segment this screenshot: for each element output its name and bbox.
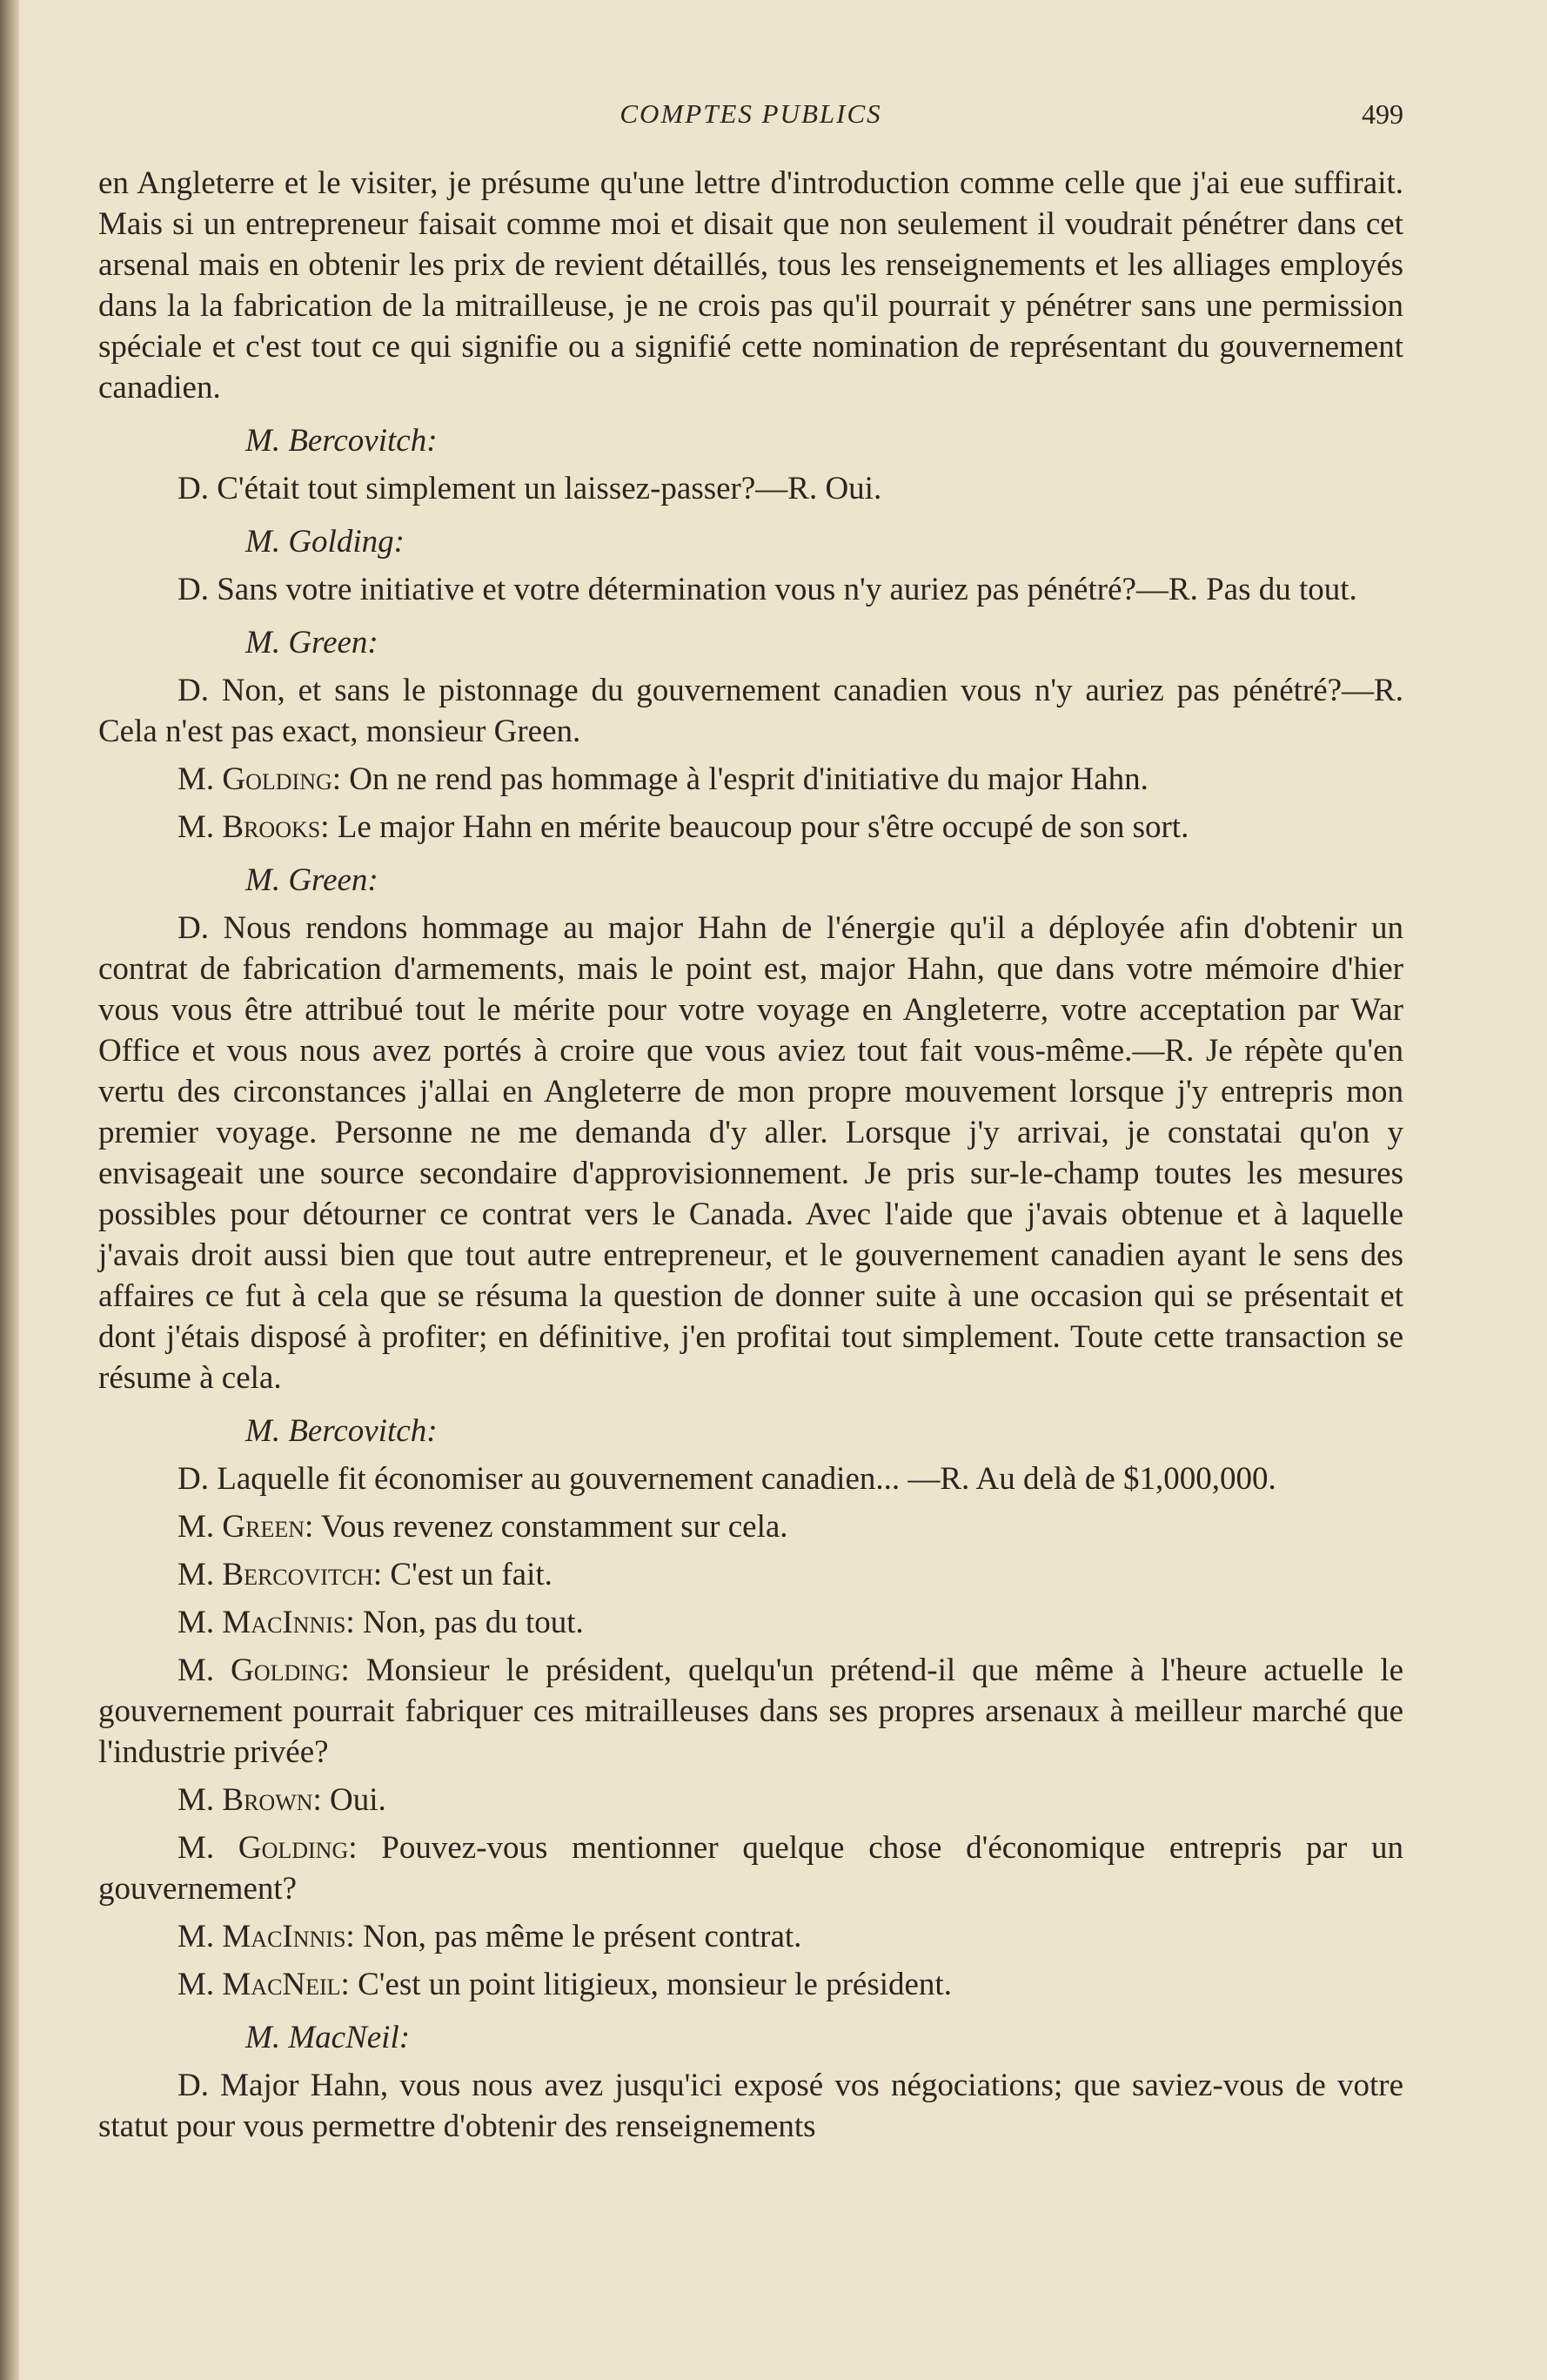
paragraph	[98, 759, 1403, 800]
speech-text: C'est un point litigieux, monsieur le président.	[358, 1967, 952, 2002]
paragraph: en Angleterre et le visiter, je présume qu'une lettre d'introduction comme celle que j'ai eue suffirait. Mais si un entrepreneur faisait comme moi et disait que non seulement il voudrait pénétrer dans cet arsenal mais en obtenir les prix de revient détaillés, tous les renseignements et les alliages employés dans la la fabrication de la mitrailleuse, je ne crois pas qu'il pourrait y pénétrer sans une permission spéciale et c'est tout ce qui signifie ou a signifié cette nomination de représentant du gouvernement canadien.	[98, 165, 1403, 406]
paragraph: D. Nous rendons hommage au major Hahn de l'énergie qu'il a déployée afin d'obtenir un contrat de fabrication d'armements, mais le point est, major Hahn, que dans votre mémoire d'hier vous vous être attribué tout le mérite pour votre voyage en Angleterre, votre acceptation par War Office et vous nous avez portés à croire que vous aviez tout fait vous-même.—R. Je répète qu'en vertu des circonstances j'allai en Angleterre de mon propre mouvement lorsque j'y entrepris mon premier voyage. Personne ne me demanda d'y aller. Lorsque j'y arrivai, je constatai qu'on y envisageait une source secondaire d'approvisionnement. Je pris sur-le-champ toutes les mesures possibles pour détourner ce contrat vers le Canada. Avec l'aide que j'avais obtenue et à laquelle j'avais droit aussi bien que tout autre entrepreneur, et le gouvernement canadien ayant le sens des affaires ce fut à cela que se résuma la question de donner suite à une occasion qui se présentait et dont j'étais disposé à profiter; en définitive, j'en profitai tout simplement. Toute cette transaction se résume à cela.	[98, 910, 1403, 1396]
paragraph	[98, 807, 1403, 848]
speaker-name: M. MacNeil:	[177, 1967, 350, 2002]
speech-text: Vous revenez constamment sur cela.	[320, 1509, 788, 1545]
speech-text: Non, pas même le présent contrat.	[362, 1919, 802, 1954]
paragraph	[98, 1506, 1403, 1547]
paragraph	[98, 1916, 1403, 1957]
speech-text: Oui.	[330, 1782, 386, 1818]
paragraph	[98, 1827, 1403, 1909]
speaker-name: M. Brooks:	[177, 809, 330, 845]
speaker-heading: M. Golding:	[245, 524, 405, 560]
paragraph	[98, 1602, 1403, 1643]
paragraph: D. Major Hahn, vous nous avez jusqu'ici exposé vos négociations; que saviez-vous de votre statut pour vous permettre d'obtenir des renseignements	[98, 2068, 1403, 2144]
speaker-name: M. Golding:	[177, 761, 342, 797]
paragraph: D. Non, et sans le pistonnage du gouvernement canadien vous n'y auriez pas pénétré?—R. Cela n'est pas exact, monsieur Green.	[98, 673, 1403, 749]
paragraph: D. Laquelle fit économiser au gouvernement canadien... —R. Au delà de $1,000,000.	[177, 1461, 1276, 1497]
page-number: 499	[1362, 98, 1403, 130]
running-title: COMPTES PUBLICS	[619, 98, 882, 129]
speaker-heading: M. Bercovitch:	[245, 423, 438, 459]
speech-text: Monsieur le président, quelqu'un prétend-il que même à l'heure actuelle le gouvernement pourrait fabriquer ces mitrailleuses dans ses propres arsenaux à meilleur marché que l'industrie privée?	[98, 1653, 1404, 1770]
paragraph: D. C'était tout simplement un laissez-passer?—R. Oui.	[177, 471, 882, 506]
speech-text: On ne rend pas hommage à l'esprit d'initiative du major Hahn.	[349, 761, 1149, 797]
speech-text: Pouvez-vous mentionner quelque chose d'économique entrepris par un gouvernement?	[98, 1830, 1404, 1907]
page-header	[98, 91, 1403, 140]
speech-text: Le major Hahn en mérite beaucoup pour s'être occupé de son sort.	[337, 809, 1189, 845]
speaker-name: M. Golding:	[177, 1830, 358, 1866]
book-spine-edge	[0, 0, 19, 2380]
speech-text: C'est un fait.	[390, 1557, 552, 1592]
paragraph	[98, 1650, 1403, 1773]
speaker-name: M. MacInnis:	[177, 1919, 355, 1954]
speaker-name: M. Bercovitch:	[177, 1557, 383, 1592]
body-text	[98, 163, 1403, 2147]
speaker-heading: M. Green:	[245, 862, 378, 898]
paragraph: D. Sans votre initiative et votre détermination vous n'y auriez pas pénétré?—R. Pas du tout.	[177, 572, 1357, 607]
speaker-heading: M. MacNeil:	[245, 2020, 411, 2055]
speaker-name: M. Brown:	[177, 1782, 322, 1818]
document-page	[98, 91, 1403, 2154]
speaker-heading: M. Green:	[245, 625, 378, 660]
speaker-heading: M. Bercovitch:	[245, 1413, 438, 1449]
speaker-name: M. Green:	[177, 1509, 314, 1545]
paragraph	[98, 1554, 1403, 1595]
speaker-name: M. MacInnis:	[177, 1605, 355, 1640]
speech-text: Non, pas du tout.	[362, 1605, 584, 1640]
paragraph	[98, 1964, 1403, 2005]
paragraph	[98, 1780, 1403, 1820]
speaker-name: M. Golding:	[177, 1653, 350, 1688]
